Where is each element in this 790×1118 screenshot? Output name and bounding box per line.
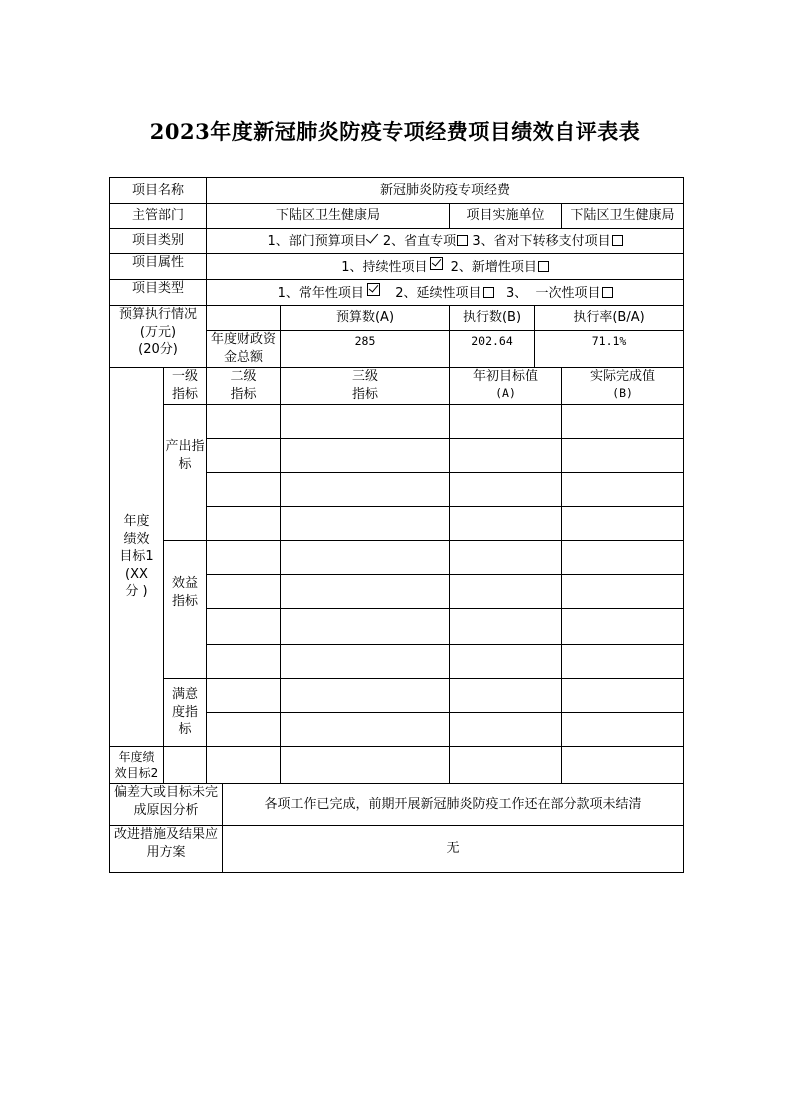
impl-unit-label: 项目实施单位: [450, 204, 562, 229]
budget-col-budget: 预算数(A): [281, 306, 450, 331]
table-row: [110, 405, 684, 439]
improve-label: [110, 826, 223, 873]
attribute-opt2: 2、新增性项目: [450, 259, 537, 275]
row-goal2: [110, 747, 684, 784]
deviation-label-line2: 成原因分析: [133, 802, 199, 818]
benefit-indicator-label: [164, 541, 207, 679]
checkbox-empty-icon: [457, 235, 468, 246]
perf-side-line1: 年度: [123, 514, 150, 530]
h-level1-line2: 指标: [172, 386, 199, 402]
checkbox-checked-icon: [367, 283, 380, 296]
budget-row-label: [207, 331, 281, 368]
perf-side-line2: 绩效: [123, 531, 150, 547]
category-opt2: 2、省直专项: [382, 234, 457, 250]
improve-value: 无: [223, 826, 684, 873]
budget-label-line3: (20分): [138, 342, 178, 358]
category-opt1: 1、部门预算项目: [267, 234, 367, 250]
budget-label-line1: 预算执行情况: [119, 307, 198, 322]
checkbox-checked-icon: [430, 257, 443, 270]
h-target-line2: (A): [495, 385, 516, 400]
h-level1-line1: 一级: [172, 369, 199, 384]
exec-value: 202.64: [450, 331, 535, 368]
benefit-label-line2: 指标: [172, 593, 199, 609]
budget-col-exec: 执行数(B): [450, 306, 535, 331]
budget-row-label-line1: 年度财政资: [211, 332, 277, 347]
attribute-options: [207, 254, 684, 280]
satis-label-line1: 满意: [172, 687, 199, 703]
satis-label-line3: 标: [178, 722, 192, 738]
h-target: [450, 368, 562, 405]
checkbox-empty-icon: [602, 287, 613, 298]
type-opt2: 2、延续性项目: [395, 285, 482, 301]
category-opt3: 3、省对下转移支付项目: [472, 234, 611, 250]
type-label: 项目类型: [110, 280, 207, 306]
goal2-label: [110, 747, 164, 784]
h-target-line1: 年初目标值: [473, 369, 539, 384]
satis-label-line2: 度指: [172, 704, 199, 720]
goal2-label-line2: 效目标2: [114, 766, 159, 780]
perf-side-line3: 目标1: [119, 549, 154, 565]
row-department: [110, 204, 684, 229]
row-deviation: [110, 784, 684, 826]
type-opt1: 1、常年性项目: [277, 285, 364, 301]
category-options: [207, 229, 684, 254]
checkbox-empty-icon: [612, 235, 623, 246]
impl-unit-value: 下陆区卫生健康局: [562, 204, 684, 229]
row-perf-header: [110, 368, 684, 405]
improve-label-line2: 用方案: [146, 844, 186, 860]
deviation-value: 各项工作已完成，前期开展新冠肺炎防疫工作还在部分款项未结清: [223, 784, 684, 826]
h-level1: [164, 368, 207, 405]
perf-side-line4: (XX: [125, 566, 148, 582]
row-category: [110, 229, 684, 254]
output-indicator-label: [164, 405, 207, 541]
table-row: [110, 679, 684, 713]
attribute-opt1: 1、持续性项目: [341, 259, 428, 275]
goal2-label-line1: 年度绩: [118, 749, 155, 764]
budget-col-rate: 执行率(B/A): [535, 306, 684, 331]
h-actual: [562, 368, 684, 405]
perf-side-line5: 分 ): [125, 584, 148, 600]
h-level3-line2: 指标: [352, 386, 379, 402]
type-opt3-text: 一次性项目: [535, 285, 601, 301]
evaluation-form-table: [109, 177, 684, 873]
budget-row-label-line2: 金总额: [224, 349, 264, 365]
improve-label-line1: 改进措施及结果应: [114, 827, 219, 842]
row-project-name: [110, 178, 684, 204]
category-label: 项目类别: [110, 229, 207, 254]
checkbox-empty-icon: [538, 261, 549, 272]
deviation-label-line1: 偏差大或目标未完: [114, 785, 219, 800]
attribute-label: 项目属性: [110, 254, 207, 280]
benefit-label-line1: 效益: [172, 576, 199, 591]
project-name-label: 项目名称: [110, 178, 207, 204]
checkbox-empty-icon: [483, 287, 494, 298]
type-options: [207, 280, 684, 306]
deviation-label: [110, 784, 223, 826]
h-level3: [281, 368, 450, 405]
h-level2-line2: 指标: [230, 386, 257, 402]
dept-value: 下陆区卫生健康局: [207, 204, 450, 229]
budget-value: 285: [281, 331, 450, 368]
row-budget-header: [110, 306, 684, 331]
table-row: [110, 541, 684, 575]
output-label-line2: 标: [178, 456, 192, 472]
satisfaction-indicator-label: [164, 679, 207, 747]
output-label-line1: 产出指: [165, 439, 205, 454]
dept-label: 主管部门: [110, 204, 207, 229]
checkmark-icon: [366, 231, 378, 244]
project-name-value: 新冠肺炎防疫专项经费: [207, 178, 684, 204]
row-attribute: [110, 254, 684, 280]
type-opt3: 3、: [505, 285, 528, 301]
page-title: 2023年度新冠肺炎防疫专项经费项目绩效自评表表: [149, 119, 641, 144]
h-level2-line1: 二级: [230, 369, 257, 384]
row-type: [110, 280, 684, 306]
h-actual-line2: (B): [612, 385, 633, 400]
h-level3-line1: 三级: [352, 369, 379, 384]
budget-label-line2: (万元): [139, 324, 177, 340]
budget-section-label: [110, 306, 207, 368]
perf-goal1-side-label: [110, 368, 164, 747]
h-level2: [207, 368, 281, 405]
rate-value: 71.1%: [535, 331, 684, 368]
row-improvement: [110, 826, 684, 873]
h-actual-line1: 实际完成值: [590, 369, 656, 384]
